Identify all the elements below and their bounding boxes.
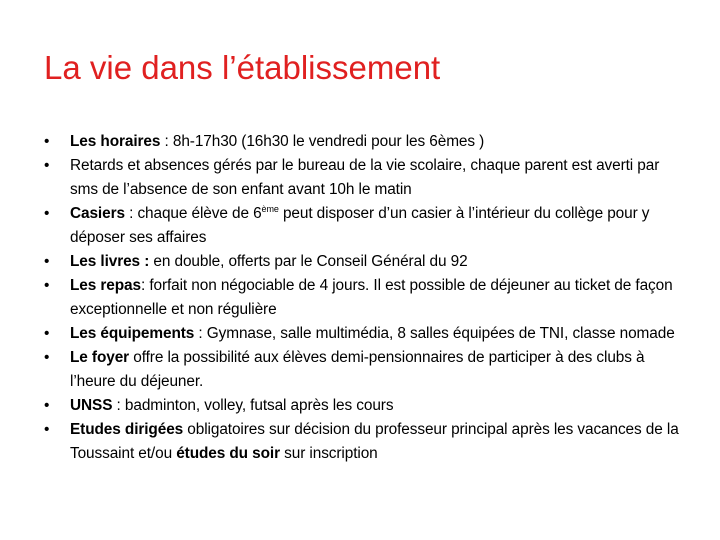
bullet-dot-icon: •	[44, 349, 50, 366]
bullet-strong: UNSS	[70, 397, 113, 414]
bullet-item-livres	[44, 250, 684, 274]
bullet-strong: Casiers	[70, 205, 125, 222]
bullet-text	[70, 322, 684, 346]
bullet-item-casiers	[44, 202, 684, 250]
bullet-plain: : Gymnase, salle multimédia, 8 salles équipées de TNI, classe nomade	[194, 325, 675, 342]
bullet-strong: études du soir	[176, 445, 280, 462]
bullet-superscript: ème	[261, 203, 279, 214]
bullet-text	[70, 346, 684, 394]
bullet-text	[70, 418, 684, 466]
bullet-dot-icon: •	[44, 157, 50, 174]
bullet-text	[70, 250, 684, 274]
slide-title: La vie dans l’établissement	[44, 49, 441, 86]
bullet-text	[70, 394, 684, 418]
bullet-dot-icon: •	[44, 133, 50, 150]
bullet-item-foyer	[44, 346, 684, 394]
bullet-text	[70, 154, 684, 202]
bullet-plain: : badminton, volley, futsal après les cours	[112, 397, 394, 414]
bullet-dot-icon: •	[44, 277, 50, 294]
bullet-text	[70, 202, 684, 250]
bullet-plain: en double, offerts par le Conseil Général du 92	[149, 253, 468, 270]
bullet-plain: : 8h-17h30 (16h30 le vendredi pour les 6èmes )	[160, 133, 485, 150]
bullet-dot-icon: •	[44, 421, 50, 438]
bullet-text	[70, 130, 684, 154]
bullet-item-unss	[44, 394, 684, 418]
bullet-dot-icon: •	[44, 205, 50, 222]
bullet-plain: Retards et absences gérés par le bureau de la vie scolaire, chaque parent est averti par sms de l’absence de son enfant avant 10h le matin	[70, 157, 660, 198]
bullet-strong: Les repas	[70, 277, 141, 294]
bullet-strong: Les horaires	[70, 133, 161, 150]
bullet-plain: : chaque élève de 6	[124, 205, 262, 222]
bullet-dot-icon: •	[44, 253, 50, 270]
bullet-strong: Etudes dirigées	[70, 421, 184, 438]
bullet-strong: Les livres :	[70, 253, 150, 270]
bullet-item-retards	[44, 154, 684, 202]
bullet-plain: : forfait non négociable de 4 jours. Il est possible de déjeuner au ticket de façon exceptionnelle et non régulière	[70, 277, 673, 318]
bullet-strong: Le foyer	[70, 349, 130, 366]
bullet-item-repas	[44, 274, 684, 322]
bullet-dot-icon: •	[44, 325, 50, 342]
bullet-plain: peut disposer d’un casier à l’intérieur du collège pour y déposer ses affaires	[70, 205, 650, 246]
bullet-text	[70, 274, 684, 322]
bullet-dot-icon: •	[44, 397, 50, 414]
bullet-item-horaires	[44, 130, 684, 154]
bullet-strong: Les équipements	[70, 325, 195, 342]
bullet-list	[44, 130, 684, 466]
bullet-plain: obligatoires sur décision du professeur principal après les vacances de la Toussaint et/ou	[70, 421, 679, 462]
bullet-item-etudes	[44, 418, 684, 466]
bullet-item-equipements	[44, 322, 684, 346]
bullet-plain: offre la possibilité aux élèves demi-pensionnaires de participer à des clubs à l’heure du déjeuner.	[70, 349, 645, 390]
bullet-plain: sur inscription	[280, 445, 378, 462]
